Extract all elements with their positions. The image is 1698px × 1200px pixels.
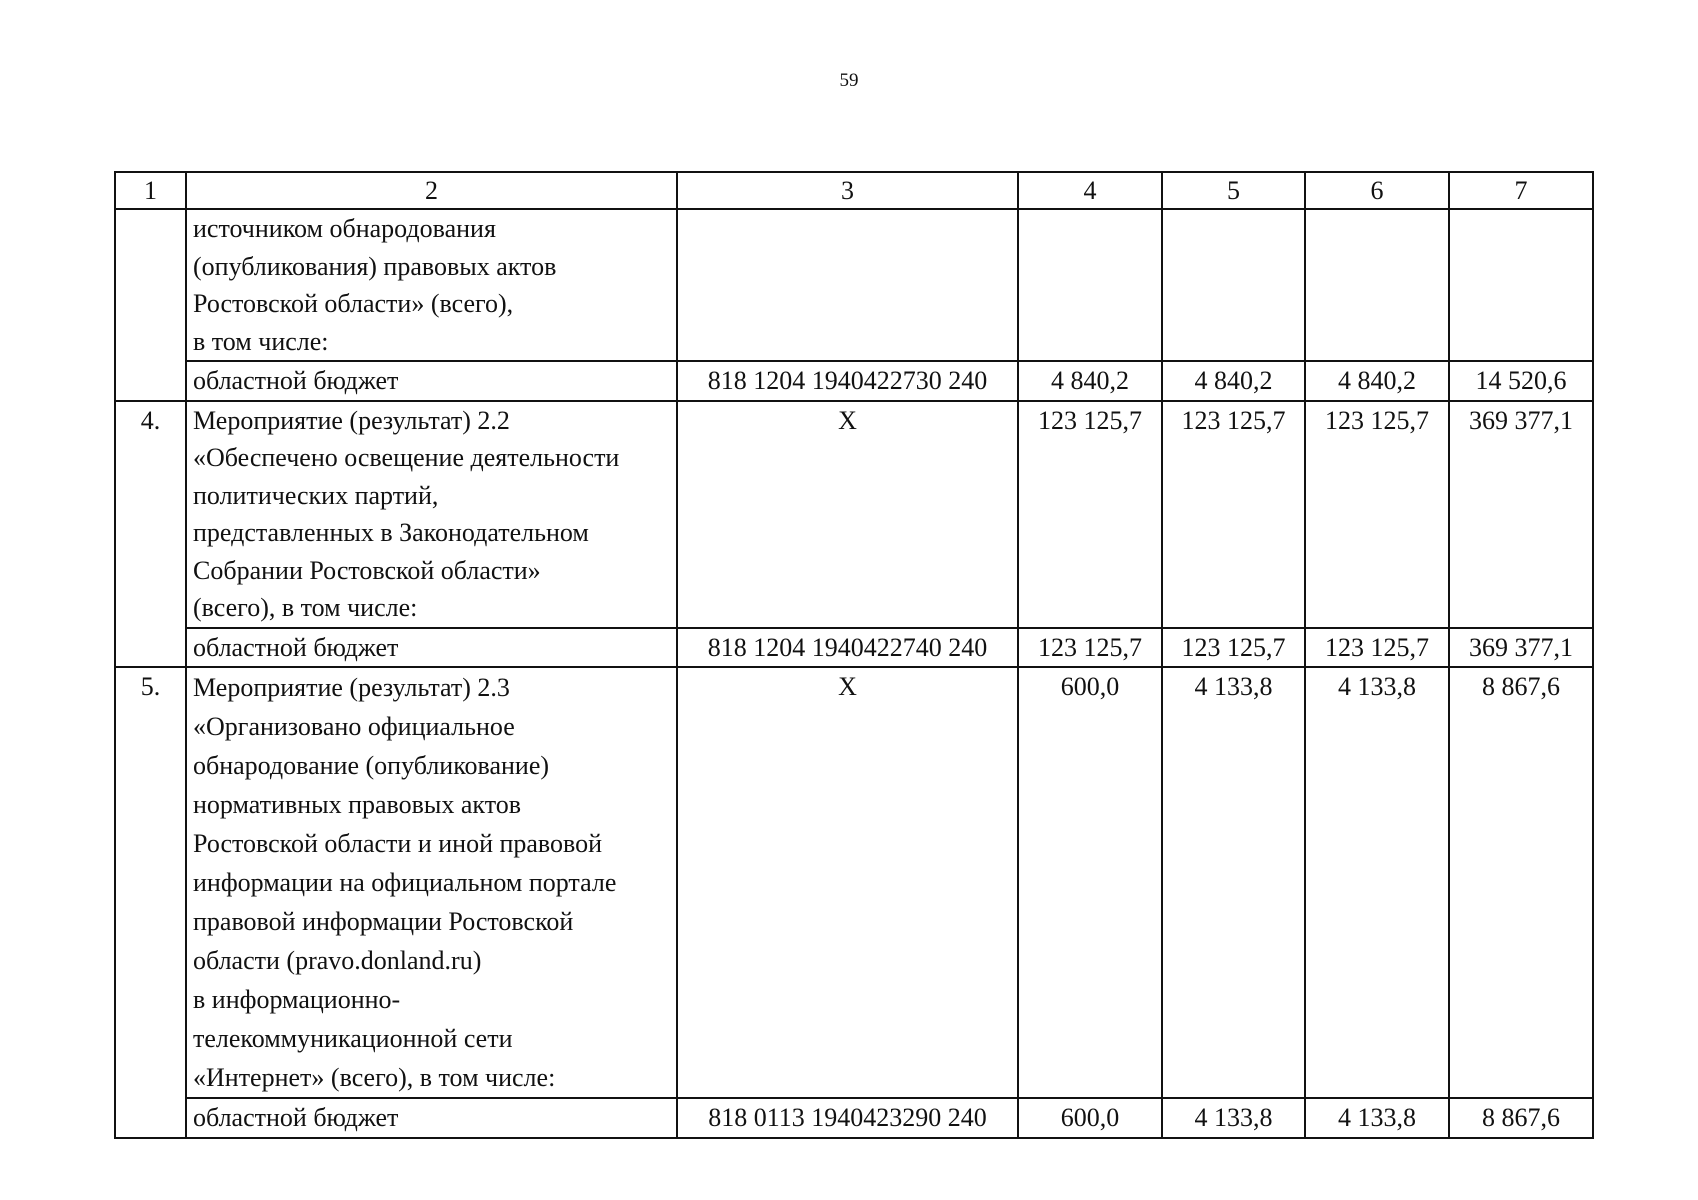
budget-name: областной бюджет	[186, 628, 677, 668]
row-value-5	[1162, 209, 1305, 361]
row-value-6	[1305, 209, 1449, 361]
row-number	[115, 209, 186, 401]
row-name-line: Мероприятие (результат) 2.2	[193, 405, 510, 435]
table-row-activity	[115, 667, 1593, 1098]
budget-value-6: 4 133,8	[1305, 1098, 1449, 1138]
row-value-7: 369 377,1	[1449, 401, 1593, 628]
header-cell-1: 1	[115, 172, 186, 209]
row-name-line: «Организовано официальное	[193, 712, 515, 741]
row-name-line: источником обнародования	[193, 214, 496, 243]
row-value-6: 4 133,8	[1305, 667, 1449, 1098]
row-name-line: информации на официальном портале	[193, 868, 617, 897]
row-value-6: 123 125,7	[1305, 401, 1449, 628]
row-name-line: (опубликования) правовых актов	[193, 251, 557, 281]
budget-value-5: 4 133,8	[1162, 1098, 1305, 1138]
row-value-7: 8 867,6	[1449, 667, 1593, 1098]
budget-value-5: 123 125,7	[1162, 628, 1305, 668]
budget-code: 818 0113 1940423290 240	[677, 1098, 1018, 1138]
row-name-line: «Обеспечено освещение деятельности	[193, 443, 620, 472]
table-row-continuation	[115, 209, 1593, 361]
row-name	[186, 401, 677, 628]
row-name-line: политических партий,	[193, 480, 439, 510]
table-row-budget	[115, 628, 1593, 668]
row-value-7	[1449, 209, 1593, 361]
table-row-budget	[115, 1098, 1593, 1138]
row-value-4: 600,0	[1018, 667, 1162, 1098]
row-name-line: обнародование (опубликование)	[193, 751, 550, 780]
table-row-budget	[115, 361, 1593, 401]
row-name-line: Ростовской области» (всего),	[193, 289, 514, 318]
row-code	[677, 209, 1018, 361]
row-code: Х	[677, 401, 1018, 628]
header-cell-4: 4	[1018, 172, 1162, 209]
row-name-line: в информационно-	[193, 985, 401, 1014]
budget-table	[114, 171, 1594, 1139]
header-cell-3: 3	[677, 172, 1018, 209]
header-cell-7: 7	[1449, 172, 1593, 209]
page-number: 59	[839, 70, 859, 91]
row-name-line: (всего), в том числе:	[193, 593, 418, 622]
table-header-row	[115, 172, 1593, 209]
row-name-line: правовой информации Ростовской	[193, 907, 574, 936]
row-name-line: области (pravo.donland.ru)	[193, 946, 482, 975]
row-name-line: Собрании Ростовской области»	[193, 555, 541, 585]
row-code: Х	[677, 667, 1018, 1098]
budget-code: 818 1204 1940422740 240	[677, 628, 1018, 668]
row-name-line: Ростовской области и иной правовой	[193, 829, 603, 858]
row-number: 5.	[115, 667, 186, 1138]
header-cell-6: 6	[1305, 172, 1449, 209]
budget-value-4: 4 840,2	[1018, 361, 1162, 401]
budget-value-6: 4 840,2	[1305, 361, 1449, 401]
budget-value-7: 369 377,1	[1449, 628, 1593, 668]
budget-name: областной бюджет	[186, 361, 677, 401]
row-value-4	[1018, 209, 1162, 361]
budget-value-4: 123 125,7	[1018, 628, 1162, 668]
row-name-line: телекоммуникационной сети	[193, 1024, 513, 1053]
row-number: 4.	[115, 401, 186, 668]
budget-code: 818 1204 1940422730 240	[677, 361, 1018, 401]
header-cell-2: 2	[186, 172, 677, 209]
row-name-line: нормативных правовых актов	[193, 790, 522, 819]
row-value-4: 123 125,7	[1018, 401, 1162, 628]
budget-value-4: 600,0	[1018, 1098, 1162, 1138]
header-cell-5: 5	[1162, 172, 1305, 209]
row-name	[186, 209, 677, 361]
budget-name: областной бюджет	[186, 1098, 677, 1138]
budget-value-6: 123 125,7	[1305, 628, 1449, 668]
row-name-line: Мероприятие (результат) 2.3	[193, 673, 510, 702]
table-row-activity	[115, 401, 1593, 628]
row-name-line: представленных в Законодательном	[193, 518, 589, 547]
row-value-5: 123 125,7	[1162, 401, 1305, 628]
row-name-line: в том числе:	[193, 326, 329, 356]
budget-value-7: 8 867,6	[1449, 1098, 1593, 1138]
row-name	[186, 667, 677, 1098]
row-value-5: 4 133,8	[1162, 667, 1305, 1098]
budget-value-7: 14 520,6	[1449, 361, 1593, 401]
row-name-line: «Интернет» (всего), в том числе:	[193, 1063, 556, 1092]
budget-value-5: 4 840,2	[1162, 361, 1305, 401]
